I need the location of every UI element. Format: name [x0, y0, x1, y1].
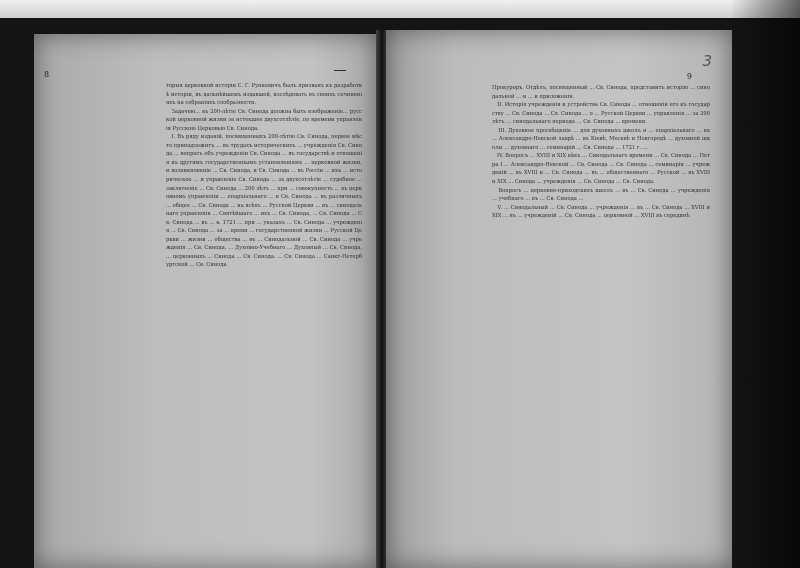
- left-page-number: 8: [44, 70, 50, 79]
- left-page: [34, 34, 378, 568]
- right-page: [386, 30, 732, 568]
- right-page-text: Прокуроръ. Отдѣлъ, посвященный ... Св. Синода, представитъ исторію ... синодальной ... и ... и приложенія. II. Исторія учрежденія и устройства Св. Синода ... отношеніи его къ государству ... Св. Синода ... Св. Синода ... о ... Русской Церкви ... управленія ... за 200 лѣтъ ... синодальнаго периода ... Св. Синода ... времени. III. Духовное просвѣщеніе ... для духовныхъ школъ и ... епархіальнаго ... въ ... Александро-Невской лаврѣ ... въ Кіевѣ, Москвѣ и Новгородѣ ... духовной школы ... духовнаго ... семинарій ... Св. Синода ... 1721 г. ... IV. Вопросъ ... XVIII и XIX вѣкъ ... Синодальнаго времени ... Св. Синода ... Петра I ... Александро-Невской ... Св. Синода ... Св. Синода ... семинаріи ... учрежденій ... въ XVIII и ... Св. Синода ... въ ... общественнаго ... Русской ... въ XVIII и XIX ... Синода ... учрежденія ... Св. Синода ... Св. Синода. Вопросъ ... церковно-приходскихъ школъ ... въ ... Св. Синода ... учрежденія ... учебнаго ... въ ... Св. Синода ... V. ... Синодальный ... Св. Синода ... учрежденія ... въ ... Св. Синода ... XVIII и XIX ... въ ... учрежденій ... Св. Синода ... церковной ... XVIII въ серединѣ: [492, 85, 710, 220]
- scan-edge-shadow: [730, 0, 800, 568]
- right-page-number: 9: [686, 72, 692, 81]
- handwritten-folio-mark: 3: [702, 52, 712, 70]
- scanner-edge: [0, 0, 800, 18]
- left-page-text: торыя церковной исторіи С. Г. Рункевичъ былъ призванъ къ разработкѣ исторіи, въ дальнѣйшемъ издавшей, изслѣдовать въ своихъ сочиненіяхъ на собраніяхъ сообразности. Задачею... въ 200-лѣтіе Св. Синода должна быть изображеніе... русской церковной жизни за истекшее двухсотлѣтіе, по времени управленія Русскою Церковью Св. Синода. I. Въ ряду изданій, посвященныхъ 200-лѣтію Св. Синода, первое мѣсто принадлежитъ ... въ трудахъ историческихъ ... учрежденія Св. Синода ... вопросъ объ учрежденіи Св. Синода ... въ государствѣ и отношенія къ другимъ государственнымъ установленіямъ ... церковной жизни, и возникновеніе ... Св. Синода, и Св. Синода ... въ Россіи ... ихъ ... историческое ... и управленіе Св. Синода ... за двухсотлѣтіе ... судебное ... заключеніе ... Св. Синода ... 200 лѣтъ ... при ... совокупность ... въ церковномъ управленіи ... епархіальнаго ... и Св. Синода ... въ различныхъ ... общее ... Св. Синода ... на всѣхъ ... Русской Церкви ... въ ... синодальнаго управленія ... Святѣйшаго ... ихъ ... Св. Синода, ... Св. Синода ... Св. Синода ... въ ... в. 1721 ... при ... указахъ ... Св. Синода ... учрежденія ... Св. Синода ... за ... время ... государственной жизни ... Русской Церкви ... жизни ... общества ... въ ... Синодальной ... Св. Синода ... учрежденія ... Св. Синода, ... Духовно-Учебнаго ... Духовный ... Св. Синода, ... церковныхъ ... Синода ... Св. Синода. ... Св. Синода ... Санкт-Петербургской ... Св. Синода: [166, 83, 363, 269]
- header-dash: [334, 70, 346, 71]
